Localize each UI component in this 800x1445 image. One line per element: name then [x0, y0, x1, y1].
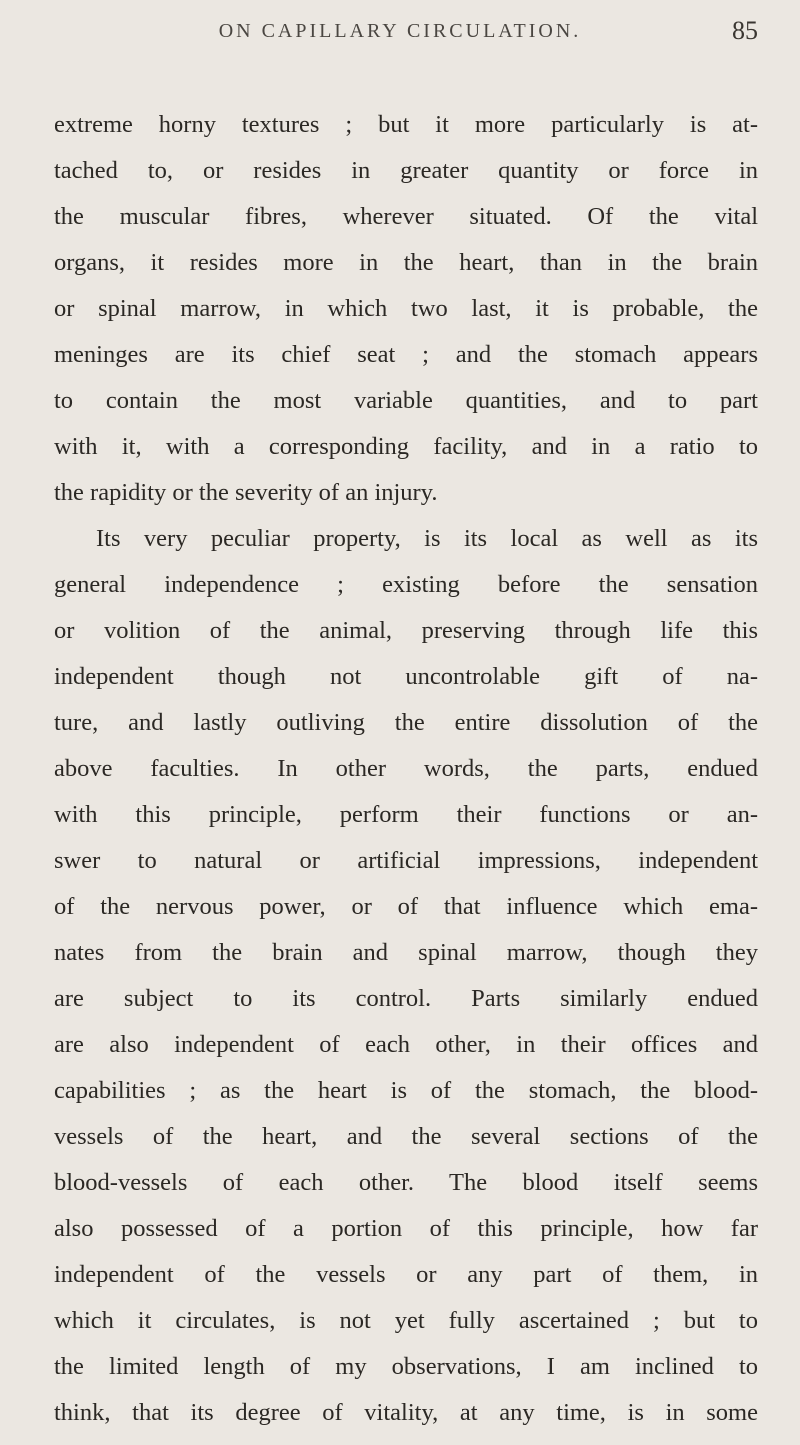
text-line: or volition of the animal, preserving through life this [54, 617, 758, 644]
text-line: swer to natural or artificial impressions, independent [54, 847, 758, 874]
text-line: nates from the brain and spinal marrow, though they [54, 939, 758, 966]
text-line: are subject to its control. Parts similarly endued [54, 985, 758, 1012]
running-head [0, 8, 800, 48]
text-line: above faculties. In other words, the parts, endued [54, 755, 758, 782]
text-line: are also independent of each other, in their offices and [54, 1031, 758, 1058]
text-line: blood-vessels of each other. The blood itself seems [54, 1169, 758, 1196]
text-line: vessels of the heart, and the several sections of the [54, 1123, 758, 1150]
text-line: with it, with a corresponding facility, and in a ratio to [54, 433, 758, 460]
running-title: ON CAPILLARY CIRCULATION. [218, 20, 582, 42]
body-text [54, 102, 758, 1436]
text-line: the muscular fibres, wherever situated. Of the vital [54, 203, 758, 230]
text-line: with this principle, perform their functions or an- [54, 801, 758, 828]
page-number: 85 [732, 16, 758, 45]
text-line: the rapidity or the severity of an injury. [54, 479, 438, 506]
text-line: meninges are its chief seat ; and the stomach appears [54, 341, 758, 368]
text-line: capabilities ; as the heart is of the stomach, the blood- [54, 1077, 758, 1104]
text-line: or spinal marrow, in which two last, it is probable, the [54, 295, 758, 322]
text-line: of the nervous power, or of that influence which ema- [54, 893, 758, 920]
text-line: general independence ; existing before the sensation [54, 571, 758, 598]
text-line: also possessed of a portion of this principle, how far [54, 1215, 758, 1242]
text-line: to contain the most variable quantities, and to part [54, 387, 758, 414]
text-line: independent of the vessels or any part of them, in [54, 1261, 758, 1288]
text-line: extreme horny textures ; but it more particularly is at- [54, 111, 758, 138]
text-line: the limited length of my observations, I am inclined to [54, 1353, 758, 1380]
text-line: ture, and lastly outliving the entire dissolution of the [54, 709, 758, 736]
text-line: tached to, or resides in greater quantity or force in [54, 157, 758, 184]
paragraph-start-line: Its very peculiar property, is its local as well as its [96, 525, 758, 552]
text-line: which it circulates, is not yet fully ascertained ; but to [54, 1307, 758, 1334]
text-line: organs, it resides more in the heart, than in the brain [54, 249, 758, 276]
text-line: think, that its degree of vitality, at any time, is in some [54, 1399, 758, 1426]
text-line: independent though not uncontrolable gift of na- [54, 663, 758, 690]
